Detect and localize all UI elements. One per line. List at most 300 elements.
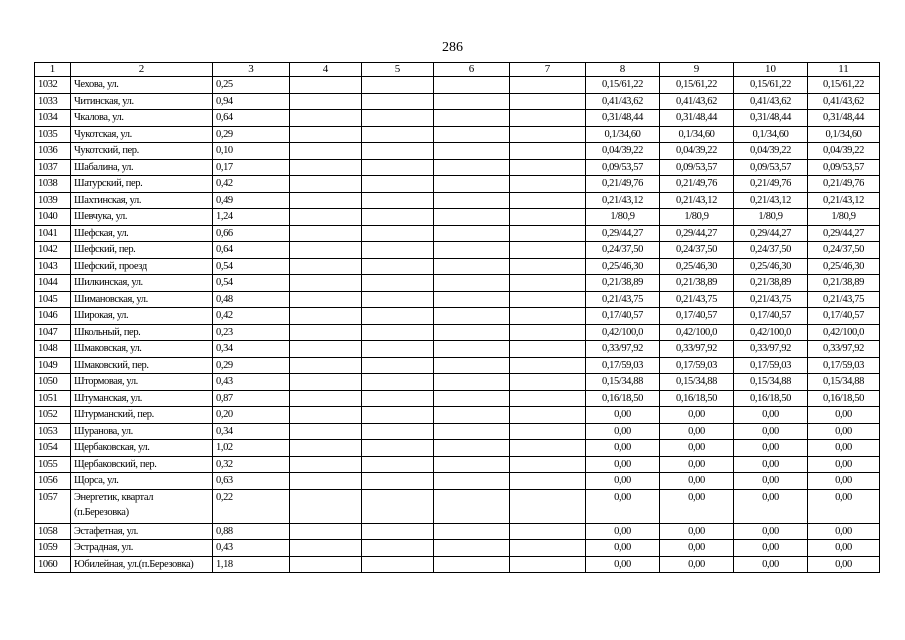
street-name: Шабалина, ул. xyxy=(71,159,213,176)
value-cell: 0,41/43,62 xyxy=(734,93,808,110)
value-cell: 0,00 xyxy=(660,523,734,540)
empty-cell xyxy=(362,192,434,209)
table-body xyxy=(35,77,880,573)
value-cell: 0,33/97,92 xyxy=(660,341,734,358)
empty-cell xyxy=(434,242,510,259)
length-value: 0,23 xyxy=(213,324,290,341)
empty-cell xyxy=(434,523,510,540)
value-cell: 0,24/37,50 xyxy=(808,242,880,259)
empty-cell xyxy=(290,423,362,440)
value-cell: 0,00 xyxy=(734,440,808,457)
table-row xyxy=(35,456,880,473)
street-name: Шахтинская, ул. xyxy=(71,192,213,209)
value-cell: 0,21/43,75 xyxy=(660,291,734,308)
value-cell: 0,21/49,76 xyxy=(808,176,880,193)
empty-cell xyxy=(510,423,586,440)
length-value: 0,63 xyxy=(213,473,290,490)
row-number: 1039 xyxy=(35,192,71,209)
length-value: 0,29 xyxy=(213,126,290,143)
empty-cell xyxy=(510,357,586,374)
table-row xyxy=(35,440,880,457)
value-cell: 0,00 xyxy=(660,540,734,557)
street-name: Шимановская, ул. xyxy=(71,291,213,308)
street-name: Шефский, пер. xyxy=(71,242,213,259)
empty-cell xyxy=(434,390,510,407)
empty-cell xyxy=(434,341,510,358)
length-value: 0,88 xyxy=(213,523,290,540)
row-number: 1049 xyxy=(35,357,71,374)
value-cell: 0,42/100,0 xyxy=(734,324,808,341)
value-cell: 0,15/34,88 xyxy=(734,374,808,391)
value-cell: 0,1/34,60 xyxy=(586,126,660,143)
empty-cell xyxy=(434,308,510,325)
empty-cell xyxy=(362,77,434,94)
table-row xyxy=(35,209,880,226)
table-row xyxy=(35,556,880,573)
empty-cell xyxy=(510,242,586,259)
empty-cell xyxy=(362,110,434,127)
empty-cell xyxy=(510,390,586,407)
empty-cell xyxy=(510,143,586,160)
row-number: 1050 xyxy=(35,374,71,391)
street-name: Щербаковский, пер. xyxy=(71,456,213,473)
table-row xyxy=(35,374,880,391)
length-value: 0,43 xyxy=(213,540,290,557)
value-cell: 0,00 xyxy=(808,473,880,490)
table-row xyxy=(35,126,880,143)
empty-cell xyxy=(434,324,510,341)
length-value: 0,10 xyxy=(213,143,290,160)
empty-cell xyxy=(362,176,434,193)
empty-cell xyxy=(362,440,434,457)
value-cell: 0,17/40,57 xyxy=(734,308,808,325)
row-number: 1040 xyxy=(35,209,71,226)
street-name: Штурманский, пер. xyxy=(71,407,213,424)
table-row xyxy=(35,110,880,127)
empty-cell xyxy=(290,440,362,457)
table-row xyxy=(35,176,880,193)
row-number: 1054 xyxy=(35,440,71,457)
empty-cell xyxy=(510,341,586,358)
street-name: Эстафетная, ул. xyxy=(71,523,213,540)
empty-cell xyxy=(434,93,510,110)
street-name: Шмаковский, пер. xyxy=(71,357,213,374)
row-number: 1055 xyxy=(35,456,71,473)
empty-cell xyxy=(510,440,586,457)
length-value: 0,42 xyxy=(213,176,290,193)
row-number: 1053 xyxy=(35,423,71,440)
empty-cell xyxy=(290,324,362,341)
empty-cell xyxy=(362,423,434,440)
empty-cell xyxy=(510,159,586,176)
empty-cell xyxy=(362,473,434,490)
empty-cell xyxy=(510,275,586,292)
value-cell: 0,31/48,44 xyxy=(660,110,734,127)
empty-cell xyxy=(290,489,362,523)
value-cell: 0,00 xyxy=(660,407,734,424)
value-cell: 0,04/39,22 xyxy=(734,143,808,160)
value-cell: 0,00 xyxy=(660,556,734,573)
value-cell: 1/80,9 xyxy=(660,209,734,226)
empty-cell xyxy=(510,556,586,573)
value-cell: 0,25/46,30 xyxy=(586,258,660,275)
value-cell: 0,00 xyxy=(660,440,734,457)
empty-cell xyxy=(510,489,586,523)
street-name: Шефская, ул. xyxy=(71,225,213,242)
value-cell: 0,00 xyxy=(586,556,660,573)
value-cell: 0,17/59,03 xyxy=(660,357,734,374)
length-value: 0,54 xyxy=(213,258,290,275)
row-number: 1042 xyxy=(35,242,71,259)
column-header: 8 xyxy=(586,63,660,77)
length-value: 0,25 xyxy=(213,77,290,94)
street-name-line: (п.Березовка) xyxy=(74,506,129,518)
table-row xyxy=(35,407,880,424)
empty-cell xyxy=(510,225,586,242)
value-cell: 0,29/44,27 xyxy=(586,225,660,242)
value-cell: 0,1/34,60 xyxy=(808,126,880,143)
length-value: 0,22 xyxy=(213,489,290,523)
empty-cell xyxy=(362,242,434,259)
value-cell: 0,00 xyxy=(586,540,660,557)
value-cell: 0,24/37,50 xyxy=(586,242,660,259)
value-cell: 0,21/43,75 xyxy=(586,291,660,308)
empty-cell xyxy=(434,291,510,308)
value-cell: 0,17/59,03 xyxy=(734,357,808,374)
street-name xyxy=(71,489,213,523)
value-cell: 0,15/34,88 xyxy=(586,374,660,391)
empty-cell xyxy=(510,374,586,391)
value-cell: 0,41/43,62 xyxy=(660,93,734,110)
length-value: 0,54 xyxy=(213,275,290,292)
street-name: Чукотская, ул. xyxy=(71,126,213,143)
empty-cell xyxy=(362,456,434,473)
empty-cell xyxy=(290,407,362,424)
empty-cell xyxy=(290,291,362,308)
value-cell: 0,33/97,92 xyxy=(734,341,808,358)
value-cell: 0,00 xyxy=(586,407,660,424)
table-row xyxy=(35,540,880,557)
value-cell: 0,16/18,50 xyxy=(586,390,660,407)
empty-cell xyxy=(434,159,510,176)
column-header: 1 xyxy=(35,63,71,77)
empty-cell xyxy=(290,341,362,358)
empty-cell xyxy=(434,225,510,242)
empty-cell xyxy=(510,258,586,275)
value-cell: 0,00 xyxy=(734,473,808,490)
length-value: 1,02 xyxy=(213,440,290,457)
row-number: 1048 xyxy=(35,341,71,358)
value-cell: 0,16/18,50 xyxy=(808,390,880,407)
value-cell: 0,1/34,60 xyxy=(660,126,734,143)
empty-cell xyxy=(290,93,362,110)
empty-cell xyxy=(510,324,586,341)
table-row xyxy=(35,390,880,407)
value-cell: 0,41/43,62 xyxy=(586,93,660,110)
empty-cell xyxy=(290,143,362,160)
value-cell: 0,17/59,03 xyxy=(586,357,660,374)
length-value: 0,43 xyxy=(213,374,290,391)
value-cell: 0,00 xyxy=(734,456,808,473)
street-name: Шефский, проезд xyxy=(71,258,213,275)
row-number: 1059 xyxy=(35,540,71,557)
table-row xyxy=(35,341,880,358)
length-value: 0,49 xyxy=(213,192,290,209)
table-row xyxy=(35,159,880,176)
value-cell: 0,42/100,0 xyxy=(808,324,880,341)
value-cell: 0,15/61,22 xyxy=(586,77,660,94)
empty-cell xyxy=(434,143,510,160)
street-name: Чехова, ул. xyxy=(71,77,213,94)
value-cell: 0,42/100,0 xyxy=(586,324,660,341)
value-cell: 0,09/53,57 xyxy=(734,159,808,176)
length-value: 0,34 xyxy=(213,341,290,358)
row-number: 1034 xyxy=(35,110,71,127)
length-value: 0,20 xyxy=(213,407,290,424)
empty-cell xyxy=(362,374,434,391)
empty-cell xyxy=(510,209,586,226)
street-name: Щербаковская, ул. xyxy=(71,440,213,457)
empty-cell xyxy=(362,540,434,557)
value-cell: 0,24/37,50 xyxy=(734,242,808,259)
value-cell: 0,25/46,30 xyxy=(660,258,734,275)
value-cell: 0,00 xyxy=(808,540,880,557)
length-value: 0,87 xyxy=(213,390,290,407)
value-cell: 0,1/34,60 xyxy=(734,126,808,143)
empty-cell xyxy=(510,540,586,557)
value-cell: 0,21/49,76 xyxy=(734,176,808,193)
street-name: Чкалова, ул. xyxy=(71,110,213,127)
empty-cell xyxy=(434,540,510,557)
value-cell: 0,00 xyxy=(586,489,660,523)
empty-cell xyxy=(434,473,510,490)
empty-cell xyxy=(434,77,510,94)
street-name: Щорса, ул. xyxy=(71,473,213,490)
value-cell: 0,24/37,50 xyxy=(660,242,734,259)
street-name: Штормовая, ул. xyxy=(71,374,213,391)
column-header: 4 xyxy=(290,63,362,77)
table-row xyxy=(35,258,880,275)
street-name: Штуманская, ул. xyxy=(71,390,213,407)
length-value: 0,29 xyxy=(213,357,290,374)
value-cell: 0,15/61,22 xyxy=(660,77,734,94)
value-cell: 0,21/38,89 xyxy=(734,275,808,292)
column-header: 9 xyxy=(660,63,734,77)
empty-cell xyxy=(290,523,362,540)
empty-cell xyxy=(290,192,362,209)
value-cell: 0,25/46,30 xyxy=(734,258,808,275)
row-number: 1037 xyxy=(35,159,71,176)
value-cell: 0,21/43,75 xyxy=(808,291,880,308)
empty-cell xyxy=(434,258,510,275)
empty-cell xyxy=(434,407,510,424)
value-cell: 1/80,9 xyxy=(586,209,660,226)
empty-cell xyxy=(434,374,510,391)
row-number: 1041 xyxy=(35,225,71,242)
value-cell: 0,00 xyxy=(586,473,660,490)
value-cell: 0,33/97,92 xyxy=(586,341,660,358)
street-name: Читинская, ул. xyxy=(71,93,213,110)
empty-cell xyxy=(510,192,586,209)
empty-cell xyxy=(290,159,362,176)
street-name: Широкая, ул. xyxy=(71,308,213,325)
empty-cell xyxy=(434,209,510,226)
value-cell: 0,00 xyxy=(660,456,734,473)
value-cell: 0,09/53,57 xyxy=(660,159,734,176)
column-header: 5 xyxy=(362,63,434,77)
row-number: 1036 xyxy=(35,143,71,160)
value-cell: 0,09/53,57 xyxy=(586,159,660,176)
street-name: Шмаковская, ул. xyxy=(71,341,213,358)
row-number: 1057 xyxy=(35,489,71,523)
empty-cell xyxy=(510,456,586,473)
street-name: Шуранова, ул. xyxy=(71,423,213,440)
value-cell: 0,42/100,0 xyxy=(660,324,734,341)
row-number: 1046 xyxy=(35,308,71,325)
table-row xyxy=(35,357,880,374)
empty-cell xyxy=(290,556,362,573)
value-cell: 0,00 xyxy=(660,489,734,523)
empty-cell xyxy=(290,176,362,193)
empty-cell xyxy=(434,275,510,292)
empty-cell xyxy=(510,308,586,325)
row-number: 1044 xyxy=(35,275,71,292)
empty-cell xyxy=(434,126,510,143)
value-cell: 0,21/43,12 xyxy=(586,192,660,209)
empty-cell xyxy=(362,291,434,308)
value-cell: 0,00 xyxy=(586,440,660,457)
table-row xyxy=(35,308,880,325)
table-row xyxy=(35,324,880,341)
value-cell: 0,16/18,50 xyxy=(734,390,808,407)
value-cell: 0,15/61,22 xyxy=(808,77,880,94)
empty-cell xyxy=(362,407,434,424)
column-header: 2 xyxy=(71,63,213,77)
length-value: 0,48 xyxy=(213,291,290,308)
table-row xyxy=(35,143,880,160)
value-cell: 0,21/43,12 xyxy=(734,192,808,209)
length-value: 1,18 xyxy=(213,556,290,573)
table-row xyxy=(35,225,880,242)
empty-cell xyxy=(510,291,586,308)
table-row xyxy=(35,275,880,292)
empty-cell xyxy=(510,77,586,94)
streets-table xyxy=(34,62,880,573)
empty-cell xyxy=(290,540,362,557)
value-cell: 0,17/40,57 xyxy=(808,308,880,325)
value-cell: 0,15/61,22 xyxy=(734,77,808,94)
value-cell: 0,04/39,22 xyxy=(808,143,880,160)
value-cell: 1/80,9 xyxy=(808,209,880,226)
value-cell: 0,00 xyxy=(734,407,808,424)
street-name: Шевчука, ул. xyxy=(71,209,213,226)
value-cell: 0,41/43,62 xyxy=(808,93,880,110)
row-number: 1032 xyxy=(35,77,71,94)
empty-cell xyxy=(510,523,586,540)
value-cell: 0,00 xyxy=(734,556,808,573)
table-row xyxy=(35,473,880,490)
empty-cell xyxy=(290,126,362,143)
empty-cell xyxy=(362,209,434,226)
value-cell: 0,31/48,44 xyxy=(586,110,660,127)
empty-cell xyxy=(434,192,510,209)
row-number: 1045 xyxy=(35,291,71,308)
value-cell: 0,29/44,27 xyxy=(808,225,880,242)
length-value: 0,32 xyxy=(213,456,290,473)
value-cell: 0,04/39,22 xyxy=(660,143,734,160)
value-cell: 0,17/59,03 xyxy=(808,357,880,374)
table-row xyxy=(35,291,880,308)
row-number: 1033 xyxy=(35,93,71,110)
value-cell: 0,21/43,75 xyxy=(734,291,808,308)
empty-cell xyxy=(362,159,434,176)
empty-cell xyxy=(434,423,510,440)
empty-cell xyxy=(434,556,510,573)
empty-cell xyxy=(290,209,362,226)
row-number: 1038 xyxy=(35,176,71,193)
empty-cell xyxy=(434,176,510,193)
empty-cell xyxy=(362,225,434,242)
empty-cell xyxy=(362,275,434,292)
empty-cell xyxy=(290,242,362,259)
empty-cell xyxy=(362,258,434,275)
column-header: 11 xyxy=(808,63,880,77)
empty-cell xyxy=(434,456,510,473)
value-cell: 0,21/38,89 xyxy=(660,275,734,292)
street-name: Юбилейная, ул.(п.Березовка) xyxy=(71,556,213,573)
table-row xyxy=(35,489,880,523)
empty-cell xyxy=(434,357,510,374)
value-cell: 0,09/53,57 xyxy=(808,159,880,176)
value-cell: 0,00 xyxy=(734,423,808,440)
empty-cell xyxy=(362,324,434,341)
empty-cell xyxy=(434,489,510,523)
value-cell: 0,21/38,89 xyxy=(586,275,660,292)
column-header: 7 xyxy=(510,63,586,77)
street-name-line: Энергетик, квартал xyxy=(74,491,154,503)
value-cell: 0,17/40,57 xyxy=(660,308,734,325)
table-row xyxy=(35,523,880,540)
value-cell: 0,00 xyxy=(808,489,880,523)
empty-cell xyxy=(362,93,434,110)
value-cell: 0,00 xyxy=(734,489,808,523)
table-row xyxy=(35,93,880,110)
value-cell: 0,21/43,12 xyxy=(660,192,734,209)
value-cell: 0,21/38,89 xyxy=(808,275,880,292)
value-cell: 0,00 xyxy=(808,423,880,440)
value-cell: 0,31/48,44 xyxy=(808,110,880,127)
table-row xyxy=(35,423,880,440)
row-number: 1043 xyxy=(35,258,71,275)
street-name: Шилкинская, ул. xyxy=(71,275,213,292)
value-cell: 0,00 xyxy=(808,440,880,457)
value-cell: 0,00 xyxy=(808,556,880,573)
value-cell: 0,21/49,76 xyxy=(660,176,734,193)
value-cell: 0,00 xyxy=(660,423,734,440)
table-row xyxy=(35,242,880,259)
value-cell: 0,21/49,76 xyxy=(586,176,660,193)
table-row xyxy=(35,192,880,209)
value-cell: 0,17/40,57 xyxy=(586,308,660,325)
street-name: Чукотский, пер. xyxy=(71,143,213,160)
value-cell: 0,21/43,12 xyxy=(808,192,880,209)
value-cell: 0,31/48,44 xyxy=(734,110,808,127)
value-cell: 0,00 xyxy=(660,473,734,490)
empty-cell xyxy=(510,93,586,110)
length-value: 0,94 xyxy=(213,93,290,110)
empty-cell xyxy=(510,407,586,424)
length-value: 0,34 xyxy=(213,423,290,440)
